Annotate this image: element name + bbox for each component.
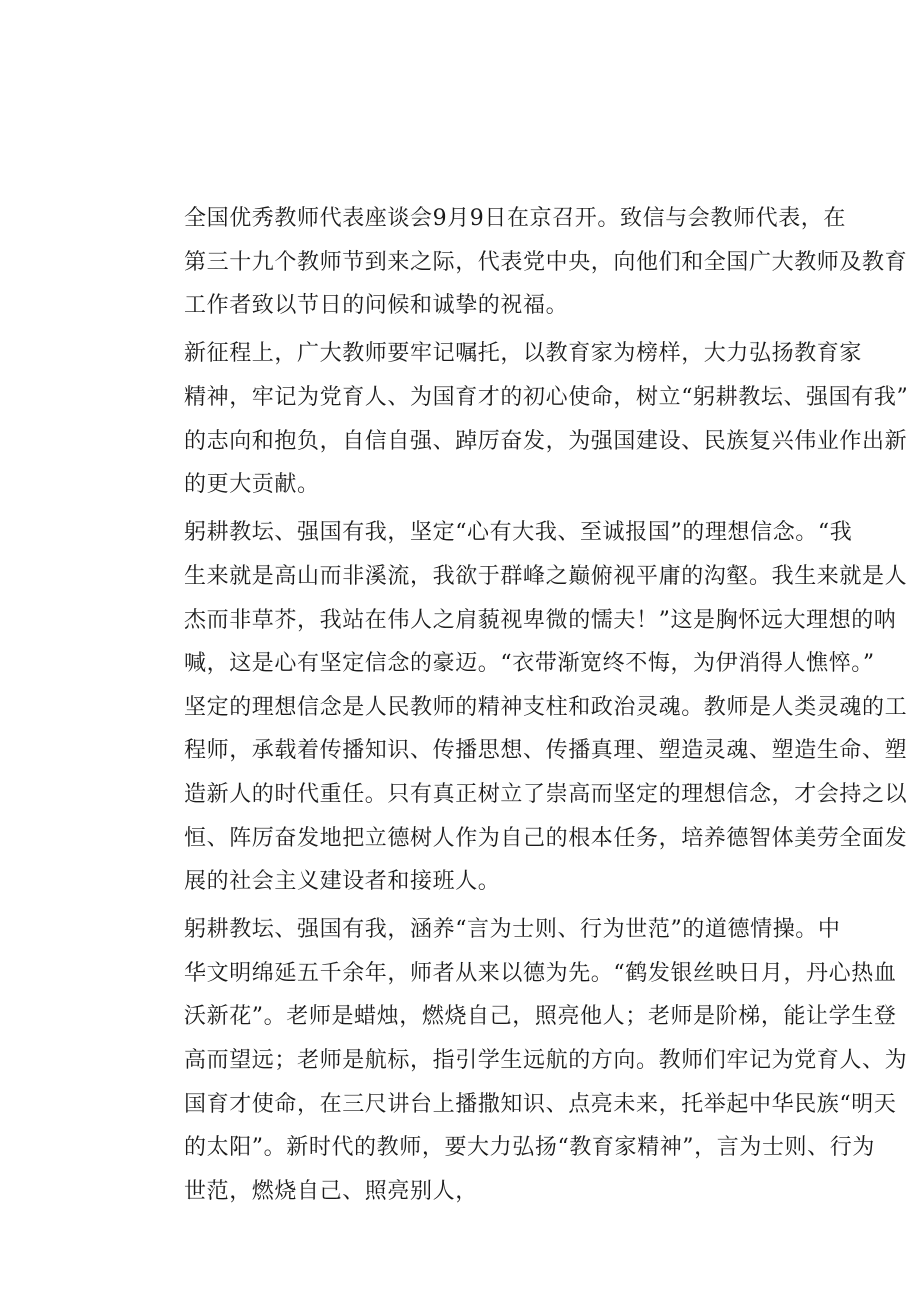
text-line: 沃新花”。老师是蜡烛，燃烧自己，照亮他人；老师是阶梯，能让学生登 [184, 1004, 897, 1030]
text-line: 的太阳”。新时代的教师，要大力弘扬“教育家精神”，言为士则、行为 [184, 1135, 875, 1161]
paragraph-2 [140, 332, 909, 506]
text-line: 恒、阵厉奋发地把立德树人作为自己的根本任务，培养德智体美劳全面发 [184, 825, 908, 851]
text-line: 生来就是高山而非溪流，我欲于群峰之巅俯视平庸的沟壑。我生来就是人 [184, 563, 908, 589]
text-line: 展的社会主义建设者和接班人。 [184, 869, 501, 895]
text-line: 第三十九个教师节到来之际，代表党中央，向他们和全国广大教师及教育 [184, 249, 908, 275]
text-line: 国育才使命，在三尺讲台上播撒知识、点亮未来，托举起中华民族“明天 [184, 1091, 897, 1117]
article-body [140, 197, 909, 1218]
paragraph-1 [140, 197, 908, 328]
text-line: 造新人的时代重任。只有真正树立了崇高而坚定的理想信念，才会持之以 [184, 781, 908, 807]
text-line: 工作者致以节日的问候和诚挚的祝福。 [184, 293, 569, 319]
text-line: 全国优秀教师代表座谈会9月9日在京召开。致信与会教师代表，在 [184, 206, 846, 231]
paragraph-4 [140, 908, 908, 1213]
text-line: 的更大贡献。 [184, 472, 320, 498]
text-line: 坚定的理想信念是人民教师的精神支柱和政治灵魂。教师是人类灵魂的工 [184, 694, 908, 720]
text-line: 的志向和抱负，自信自强、踔厉奋发，为强国建设、民族复兴伟业作出新 [184, 428, 908, 454]
text-line: 高而望远；老师是航标，指引学生远航的方向。教师们牢记为党育人、为 [184, 1048, 908, 1074]
text-line: 新征程上，广大教师要牢记嘱托，以教育家为榜样，大力弘扬教育家 [184, 341, 863, 367]
text-line: 程师，承载着传播知识、传播思想、传播真理、塑造灵魂、塑造生命、塑 [184, 738, 908, 764]
text-line: 精神，牢记为党育人、为国育才的初心使命，树立“躬耕教坛、强国有我” [184, 384, 909, 410]
text-line: 喊，这是心有坚定信念的豪迈。“衣带渐宽终不悔，为伊消得人憔悴。” [184, 651, 875, 677]
text-line: 世范，燃烧自己、照亮别人， [184, 1178, 478, 1204]
paragraph-3 [140, 511, 908, 903]
text-line: 躬耕教坛、强国有我，涵养“言为士则、行为世范”的道德情操。中 [184, 917, 841, 943]
text-line: 杰而非草芥，我站在伟人之肩藐视卑微的懦夫！”这是胸怀远大理想的呐 [184, 607, 897, 633]
text-line: 躬耕教坛、强国有我，坚定“心有大我、至诚报国”的理想信念。“我 [184, 520, 853, 546]
text-line: 华文明绵延五千余年，师者从来以德为先。“鹤发银丝映日月，丹心热血 [184, 960, 897, 986]
